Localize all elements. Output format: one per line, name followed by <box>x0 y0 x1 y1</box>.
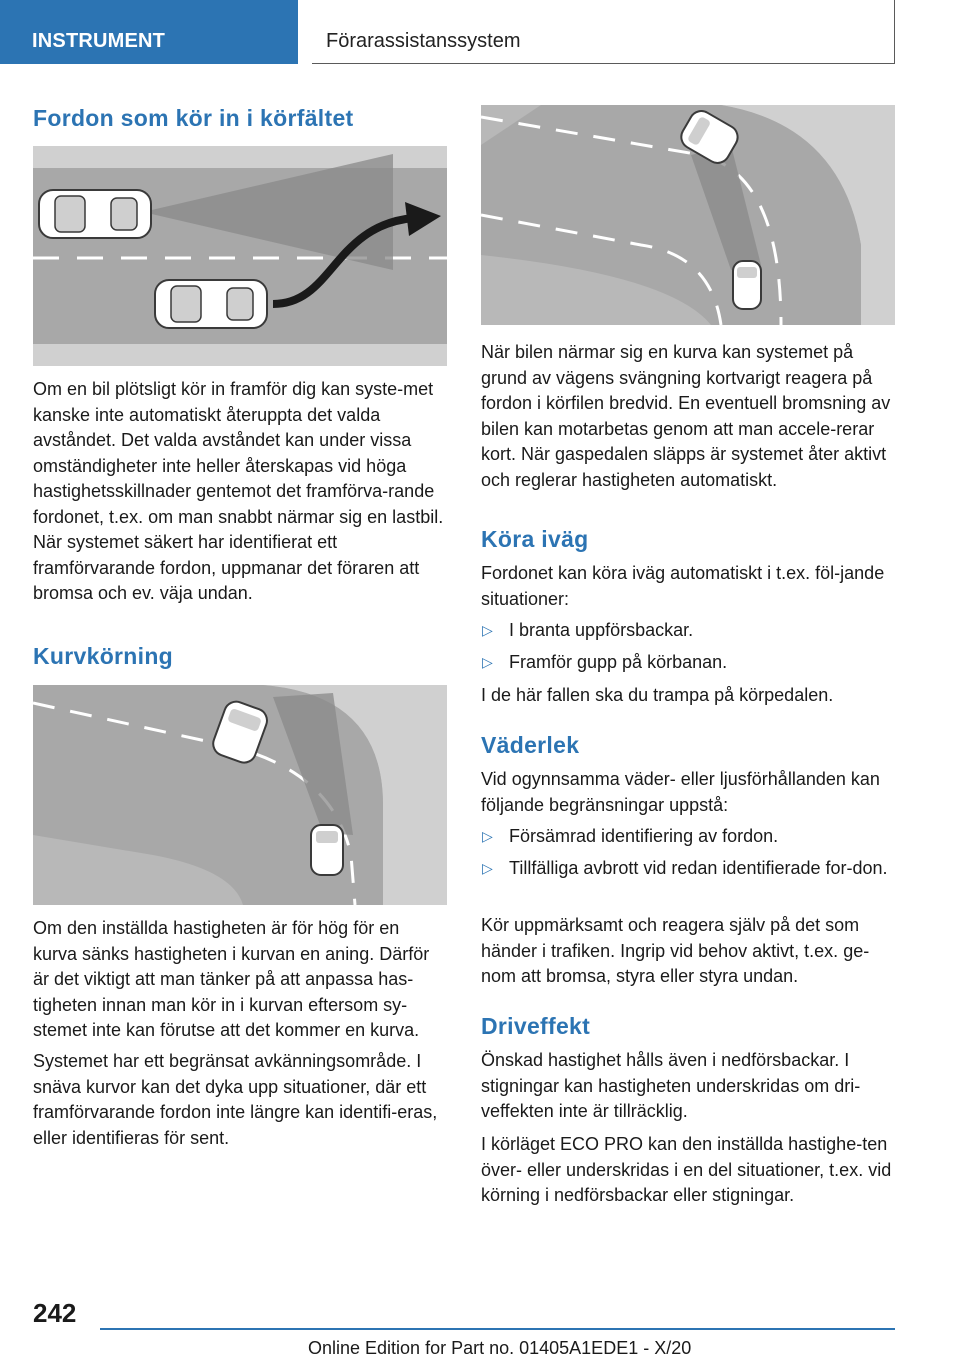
paragraph-attentive: Kör uppmärksamt och reagera själv på det som händer i trafiken. Ingrip vid behov aktivt, t.ex. ge‐nom att bromsa, styra eller styra undan. <box>481 915 870 986</box>
heading-drive-power: Driveffekt <box>481 1013 591 1039</box>
paragraph-eco-pro: I körläget ECO PRO kan den inställda hastighe‐ten över- eller underskridas i en del situationer, t.ex. vid körning i nedförsbackar eller stigningar. <box>481 1134 892 1205</box>
chapter-title: Förarassistanssystem <box>326 30 521 52</box>
bullet-triangle-icon: ▷ <box>482 860 493 876</box>
section-tab <box>0 0 298 64</box>
paragraph-driving-off: Fordonet kan köra iväg automatiskt i t.ex. föl‐jande situationer: <box>481 563 885 609</box>
car-icon-front <box>311 825 343 875</box>
heading-vehicle-cutting-in: Fordon som kör in i körfältet <box>33 105 354 131</box>
footer-divider <box>100 1328 895 1330</box>
paragraph-detection-range: Systemet har ett begränsat avkänningsområde. I snäva kurvor kan det dyka upp situationer, där ett framförvarande fordon inte längre kan identifi‐eras, eller identifieras för sent. <box>33 1051 438 1148</box>
paragraph-cut-in: Om en bil plötsligt kör in framför dig kan syste‐met kanske inte automatiskt återuppta det valda avståndet. Det valda avståndet kan under vissa omständigheter inte heller återskapas vid höga hastighetsskillnader gentemot det framförva‐rande fordonet, t.ex. om man snabbt närmar sig en lastbil. När systemet säkert har identifierat ett framförvarande fordon, uppmanar det föraren att bromsa och ev. väja undan. <box>33 379 444 603</box>
list-item: ▷ Försämrad identifiering av fordon. <box>481 824 895 850</box>
section-title: INSTRUMENT <box>32 30 166 52</box>
paragraph-accelerator: I de här fallen ska du trampa på körpedalen. <box>481 685 834 705</box>
car-icon-cutting-in <box>155 280 267 328</box>
car-icon-adjacent-lane <box>733 261 761 309</box>
heading-driving-off: Köra iväg <box>481 526 589 552</box>
chapter-header <box>312 0 895 64</box>
figure-curve-adjacent-lane <box>481 105 895 325</box>
list-item: ▷ I branta uppförsbackar. <box>481 618 895 644</box>
figure-cut-in <box>33 146 447 366</box>
paragraph-weather: Vid ogynnsamma väder- eller ljusförhållanden kan följande begränsningar uppstå: <box>481 769 880 815</box>
bullet-triangle-icon: ▷ <box>482 828 493 844</box>
paragraph-drive-power: Önskad hastighet hålls även i nedförsbackar. I stigningar kan hastigheten underskridas om dri‐veffekten inte är tillräcklig. <box>481 1050 861 1121</box>
paragraph-curve-adjacent: När bilen närmar sig en kurva kan systemet på grund av vägens svängning kortvarigt reagera på fordon i körfilen bredvid. En eventuell bromsning av bilen kan motarbetas genom att man accele‐rerar kort. När gaspedalen släpps är systemet åter aktivt och reglerar hastigheten automatiskt. <box>481 342 891 490</box>
car-icon-lead <box>39 190 151 238</box>
heading-weather: Väderlek <box>481 732 580 758</box>
bullet-triangle-icon: ▷ <box>482 622 493 638</box>
list-item: ▷ Tillfälliga avbrott vid redan identifierade for‐don. <box>481 856 895 882</box>
heading-cornering: Kurvkörning <box>33 643 174 669</box>
bullet-triangle-icon: ▷ <box>482 654 493 670</box>
page-number: 242 <box>33 1298 77 1328</box>
list-item: ▷ Framför gupp på körbanan. <box>481 650 895 676</box>
figure-cornering <box>33 685 447 905</box>
paragraph-cornering: Om den inställda hastigheten är för hög för en kurva sänks hastigheten i kurvan en aning. Därför är det viktigt att man tänker på att anpassa has‐tigheten innan man kör in i kurvan eftersom sy‐stemet inte kan förutse att det kommer en kurva. <box>33 918 430 1040</box>
edition-text: Online Edition for Part no. 01405A1EDE1 - X/20 <box>308 1338 692 1358</box>
